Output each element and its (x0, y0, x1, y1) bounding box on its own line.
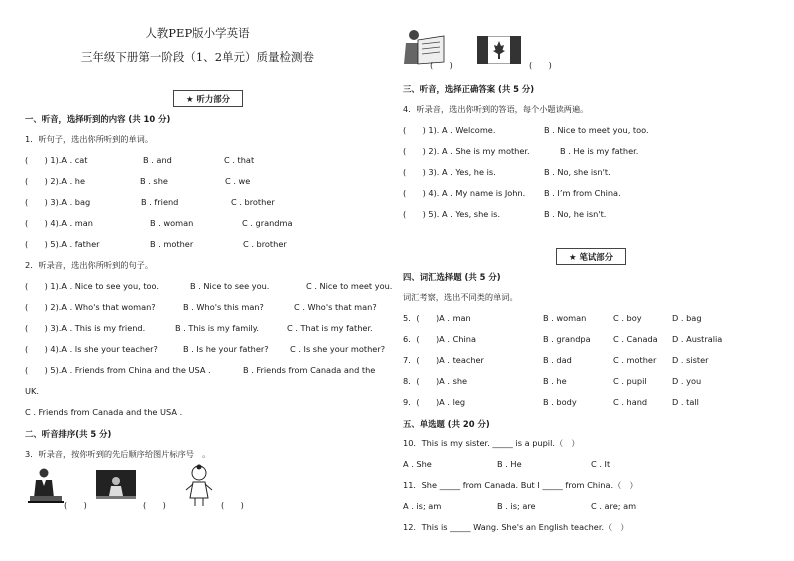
q1-5-c: C . brother (243, 239, 287, 249)
q2-5-a: ( ) 5).A . Friends from China and the USA . (25, 365, 211, 375)
q5-c: C . boy (613, 313, 642, 323)
pic2-blank: ( ) (143, 500, 166, 510)
section1-part2-instruction: 2．听录音，选出你所听到的句子。 (25, 260, 154, 270)
q2-5-b: B . Friends from Canada and the (243, 365, 376, 375)
q1-3-c: C . brother (231, 197, 275, 207)
section1-part1-instruction: 1．听句子，选出你所听到的单词。 (25, 134, 154, 144)
q2-1-c: C . Nice to meet you. (306, 281, 393, 291)
q7-b: B . dad (543, 355, 572, 365)
q8-a: 8．( )A . she (403, 376, 468, 386)
q8-b: B . he (543, 376, 567, 386)
q4-5-a: ( ) 5). A . Yes, she is. (403, 209, 501, 219)
q4-4-a: ( ) 4). A . My name is John. (403, 188, 526, 198)
q11-b: B . is; are (497, 501, 536, 511)
q1-5-a: ( ) 5).A . father (25, 239, 100, 249)
teacher-blackboard-picture (96, 470, 136, 506)
q11-c: C . are; am (591, 501, 637, 511)
q2-3-a: ( ) 3).A . This is my friend. (25, 323, 146, 333)
q1-2-b: B . she (140, 176, 168, 186)
section2-heading: 二、听音排序(共 5 分) (25, 429, 112, 439)
q5-d: D . bag (672, 313, 702, 323)
section4-instruction: 词汇考察，选出不同类的单词。 (403, 292, 518, 302)
q1-5-b: B . mother (150, 239, 194, 249)
q2-1-b: B . Nice to see you. (190, 281, 270, 291)
q1-1-c: C . that (224, 155, 255, 165)
q2-3-c: C . That is my father. (287, 323, 373, 333)
q11-stem: 11．She _____ from Canada. But I _____ from China.（ ） (403, 480, 638, 490)
q2-5-wrap: UK. (25, 386, 39, 396)
q8-d: D . you (672, 376, 702, 386)
q10-stem: 10．This is my sister. _____ is a pupil.（ ） (403, 438, 580, 448)
q1-3-b: B . friend (141, 197, 179, 207)
q12-stem: 12．This is _____ Wang. She's an English teacher.（ ） (403, 522, 629, 532)
q2-4-c: C . Is she your mother? (290, 344, 386, 354)
q2-2-a: ( ) 2).A . Who's that woman? (25, 302, 156, 312)
q11-a: A . is; am (403, 501, 442, 511)
section3-instruction: 4．听录音，选出你听到的答语，每个小题读两遍。 (403, 104, 589, 114)
listening-banner (173, 90, 243, 107)
q4-4-b: B . I’m from China. (544, 188, 621, 198)
q1-4-b: B . woman (150, 218, 194, 228)
q2-4-a: ( ) 4).A . Is she your teacher? (25, 344, 158, 354)
q1-1-b: B . and (143, 155, 172, 165)
q6-b: B . grandpa (543, 334, 591, 344)
q6-d: D . Australia (672, 334, 723, 344)
q2-5-c: C . Friends from Canada and the USA . (25, 407, 183, 417)
page-subtitle: 三年级下册第一阶段（1、2单元）质量检测卷 (80, 50, 315, 64)
q10-a: A . She (403, 459, 432, 469)
q5-a: 5．( )A . man (403, 313, 471, 323)
page-title: 人教PEP版小学英语 (145, 26, 250, 40)
q2-4-b: B . Is he your father? (183, 344, 269, 354)
q1-2-a: ( ) 2).A . he (25, 176, 86, 186)
section4-heading: 四、词汇选择题 (共 5 分) (403, 272, 501, 282)
section3-heading: 三、听音，选择正确答案 (共 5 分) (403, 84, 535, 94)
q2-1-a: ( ) 1).A . Nice to see you, too. (25, 281, 160, 291)
star-icon: ★ (568, 251, 577, 262)
q10-c: C . It (591, 459, 611, 469)
q7-d: D . sister (672, 355, 709, 365)
q7-a: 7．( )A . teacher (403, 355, 484, 365)
q4-3-b: B . No, she isn't. (544, 167, 611, 177)
q9-b: B . body (543, 397, 577, 407)
q5-b: B . woman (543, 313, 587, 323)
q4-5-b: B . No, he isn't. (544, 209, 607, 219)
q2-2-b: B . Who's this man? (183, 302, 264, 312)
section5-heading: 五、单选题 (共 20 分) (403, 419, 490, 429)
q4-2-b: B . He is my father. (560, 146, 639, 156)
q8-c: C . pupil (613, 376, 647, 386)
listening-banner-label: 听力部分 (196, 93, 230, 104)
star-icon: ★ (185, 93, 194, 104)
q6-a: 6．( )A . China (403, 334, 476, 344)
top-pic1-blank: ( ) (430, 60, 453, 70)
q9-d: D . tall (672, 397, 699, 407)
girl-picture (184, 464, 214, 508)
q7-c: C . mother (613, 355, 657, 365)
pic1-blank: ( ) (64, 500, 87, 510)
writing-banner (556, 248, 626, 265)
q1-3-a: ( ) 3).A . bag (25, 197, 91, 207)
canada-flag-icon (477, 36, 521, 64)
q10-b: B . He (497, 459, 522, 469)
q1-4-a: ( ) 4).A . man (25, 218, 93, 228)
q1-1-a: ( ) 1).A . cat (25, 155, 88, 165)
q2-2-c: C . Who's that man? (294, 302, 377, 312)
q2-3-b: B . This is my family. (175, 323, 260, 333)
q1-4-c: C . grandma (242, 218, 293, 228)
top-pic2-blank: ( ) (529, 60, 552, 70)
man-at-podium-picture (28, 466, 64, 508)
q6-c: C . Canada (613, 334, 658, 344)
q4-2-a: ( ) 2). A . She is my mother. (403, 146, 530, 156)
pic3-blank: ( ) (221, 500, 244, 510)
q4-1-b: B . Nice to meet you, too. (544, 125, 649, 135)
q9-c: C . hand (613, 397, 648, 407)
q1-2-c: C . we (225, 176, 251, 186)
q9-a: 9．( )A . leg (403, 397, 466, 407)
section1-heading: 一、听音，选择听到的内容 (共 10 分) (25, 114, 171, 124)
q4-1-a: ( ) 1). A . Welcome. (403, 125, 496, 135)
q4-3-a: ( ) 3). A . Yes, he is. (403, 167, 496, 177)
writing-banner-label: 笔试部分 (579, 251, 613, 262)
section2-instruction: 3．听录音，按你听到的先后顺序给图片标序号 。 (25, 449, 211, 459)
